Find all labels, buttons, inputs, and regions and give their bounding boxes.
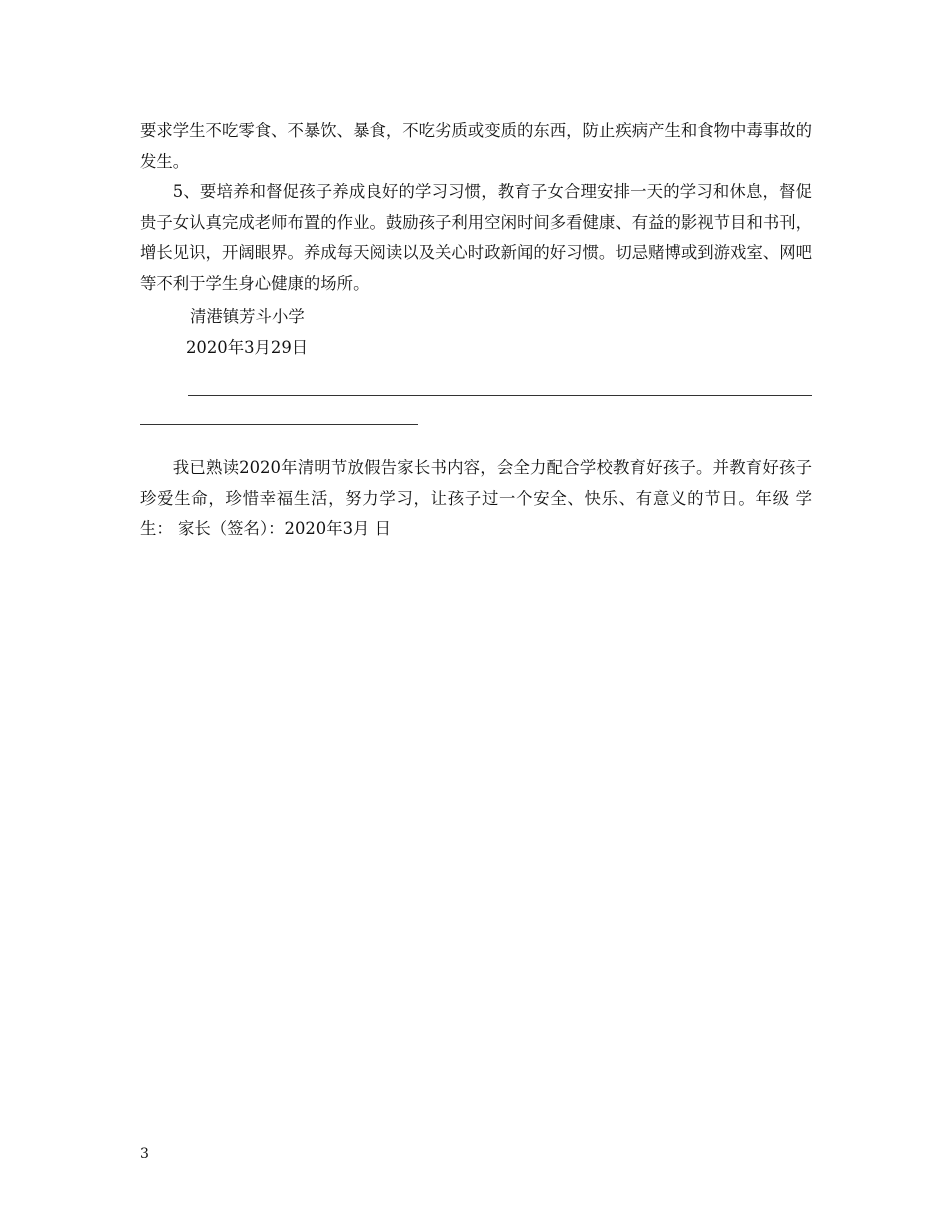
tear-off-line-top — [188, 395, 812, 396]
page-number: 3 — [140, 1146, 149, 1162]
parent-receipt: 我已熟读2020年清明节放假告家长书内容，会全力配合学校教育好孩子。并教育好孩子珍爱生命，珍惜幸福生活，努力学习，让孩子过一个安全、快乐、有意义的节日。年级 学生： 家长（签名）：2020年3月 日 — [140, 458, 812, 538]
letter-date: 2020年3月29日 — [186, 337, 309, 357]
tear-off-line-bottom — [140, 424, 418, 425]
tear-off-line — [140, 363, 812, 423]
school-signature: 清港镇芳斗小学 — [190, 307, 305, 326]
paragraph-food-safety: 要求学生不吃零食、不暴饮、暴食，不吃劣质或变质的东西，防止疾病产生和食物中毒事故的发生。 — [140, 121, 813, 171]
page-body — [140, 116, 812, 545]
paragraph-study-habits: 5、要培养和督促孩子养成良好的学习习惯，教育子女合理安排一天的学习和休息，督促贵子女认真完成老师布置的作业。鼓励孩子利用空闲时间多看健康、有益的影视节目和书刊，增长见识，开阔眼界。养成每天阅读以及关心时政新闻的好习惯。切忌赌博或到游戏室、网吧等不利于学生身心健康的场所。 — [140, 182, 813, 293]
